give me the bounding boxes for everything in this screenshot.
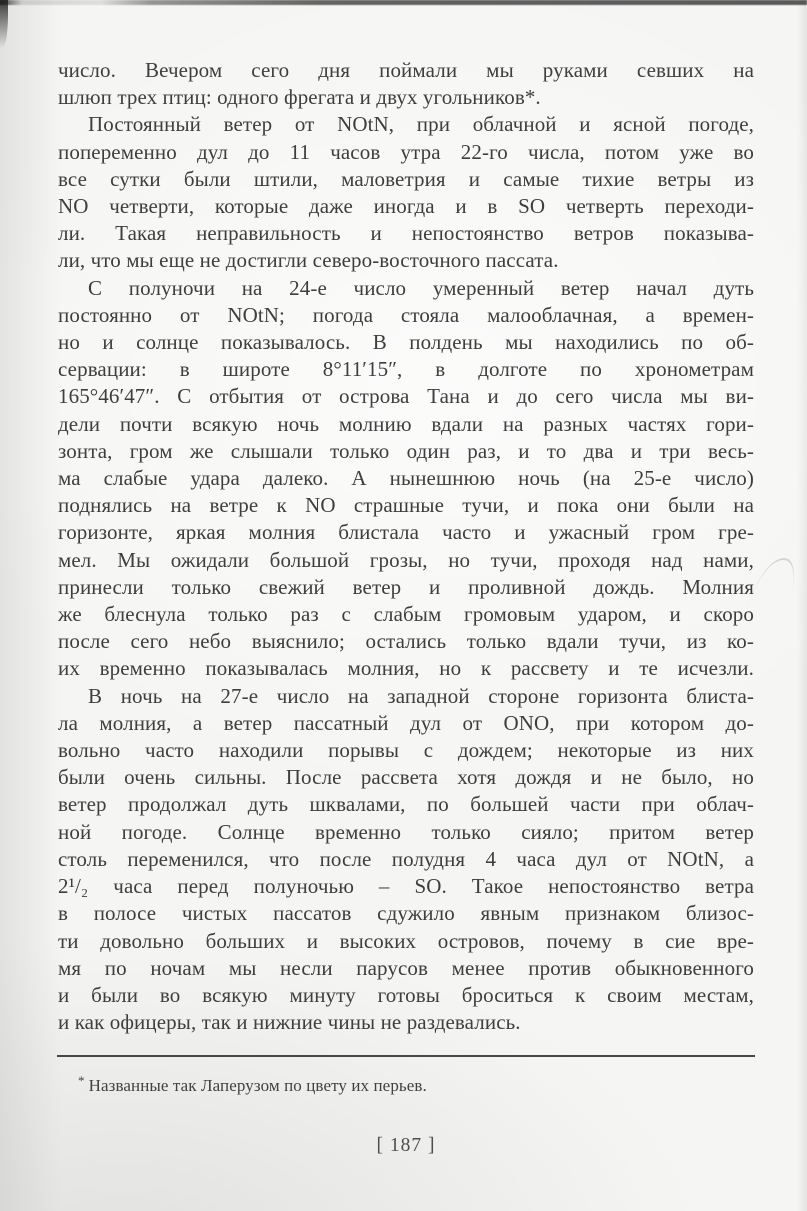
text-line: ной погоде. Солнце временно только сияло; притом ветер (58, 819, 754, 844)
text-line: Постоянный ветер от NOtN, при облачной и ясной погоде, (88, 112, 754, 137)
footnote-text: Названные так Лаперузом по цвету их перьев. (88, 1076, 427, 1096)
text-line: число. Вечером сего дня поймали мы руками севших на (58, 58, 754, 82)
text-line: вольно часто находили порывы с дождем; некоторые из них (58, 738, 754, 763)
text-line: ти довольно больших и высоких островов, почему в сие вре- (58, 928, 754, 953)
text-line: ла молния, а ветер пассатный дул от ONO, при котором до- (58, 710, 754, 735)
text-line: NO четверти, которые даже иногда и в SO четверть переходи- (58, 194, 754, 219)
text-line: В ночь на 27-е число на западной стороне горизонта блиста- (88, 683, 754, 708)
text-line: 165°46′47″. С отбытия от острова Тана и до сего числа мы ви- (58, 384, 754, 409)
text-line: попеременно дул до 11 часов утра 22-го числа, потом уже во (58, 139, 754, 164)
text-line: и как офицеры, так и нижние чины не раздевались. (58, 1010, 521, 1035)
text-line: мя по ночам мы несли парусов менее против обыкновенного (58, 955, 754, 980)
text-line: горизонте, яркая молния блистала часто и ужасный гром гре- (58, 520, 754, 545)
text-line: и были во всякую минуту готовы броситься к своим местам, (58, 982, 754, 1007)
text-line: дели почти всякую ночь молнию вдали на разных частях гори- (58, 411, 754, 436)
text-line: же блеснула только раз с слабым громовым ударом, и скоро (58, 602, 754, 627)
footnote (58, 1070, 754, 1097)
text-line: ветер продолжал дуть шквалами, по большей части при облач- (58, 792, 754, 817)
text-line: поднялись на ветре к NO страшные тучи, и пока они были на (58, 493, 754, 518)
text-block (58, 0, 754, 1160)
paragraph-continuation (58, 57, 754, 111)
text-line: их временно показывалась молния, но к рассвету и те исчезли. (58, 656, 754, 681)
text-line: ли. Такая неправильность и непостоянство ветров показыва- (58, 221, 754, 246)
text-line: в полосе чистых пассатов сдужило явным признаком близос- (58, 901, 754, 926)
text-line: сервации: в широте 8°11′15″, в долготе по хронометрам (58, 357, 754, 382)
text-line: зонта, гром же слышали только один раз, и то два и три весь- (58, 438, 754, 463)
text-line: 2¹/₂ часа перед полуночью – SO. Такое непостоянство ветра (58, 874, 754, 899)
text-line: шлюп трех птиц: одного фрегата и двух угольников*. (58, 85, 541, 110)
text-line: ма слабые удара далеко. А нынешнюю ночь (на 25-е число) (58, 466, 754, 491)
text-line: мел. Мы ожидали большой грозы, но тучи, проходя над нами, (58, 547, 754, 572)
text-line: после сего небо выяснило; остались только вдали тучи, из ко- (58, 629, 754, 654)
text-line: все сутки были штили, маловетрия и самые тихие ветры из (58, 166, 754, 191)
scan-corner-mark (0, 0, 8, 48)
footnote-rule (57, 1055, 755, 1057)
text-line: С полуночи на 24-е число умеренный ветер начал дуть (88, 275, 754, 300)
text-line: были очень сильны. После рассвета хотя дождя и не было, но (58, 765, 754, 790)
text-line: столь переменился, что после полудня 4 часа дул от NOtN, а (58, 846, 754, 871)
page-number: [ 187 ] (376, 1135, 436, 1157)
footnote-marker: * (78, 1073, 85, 1089)
text-line: но и солнце показывалось. В полдень мы находились по об- (58, 330, 754, 355)
paragraph-24th (58, 275, 754, 683)
paragraph-27th (58, 683, 754, 1037)
paragraph-wind-notn (58, 111, 754, 274)
text-line: постоянно от NOtN; погода стояла малооблачная, а времен- (58, 302, 754, 327)
text-line: ли, что мы еще не достигли северо-восточного пассата. (58, 248, 559, 273)
text-line: принесли только свежий ветер и проливной дождь. Молния (58, 574, 754, 599)
